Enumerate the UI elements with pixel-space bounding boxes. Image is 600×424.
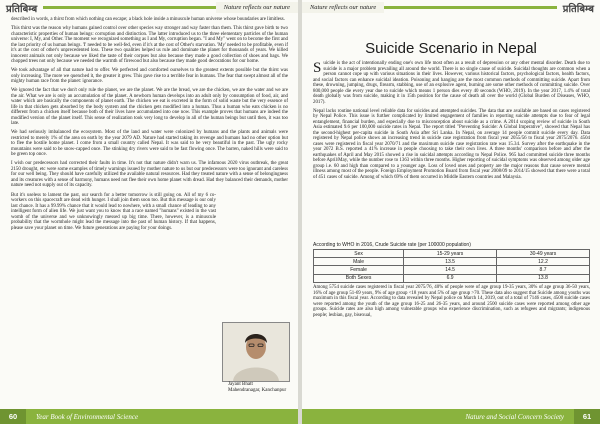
header-bar (384, 6, 557, 9)
footer-title: Nature and Social Concern Society (465, 412, 564, 421)
left-page-footer (0, 409, 298, 424)
paragraph: Among 5754 suicide cases registered in fiscal year 2075/76, 40% of people were of age group 19-35 years, 30% of age group 36-50 years, 16% of age group 51-69 years, 9% of age group <18 years and 5% of age group >70. These data also suggest that Suicide among youths was maximum in this fiscal year. According to data revealed by Nepal police on March 14, 2019, out of a total of 7146 cases, 4500 suicide cases were reported among the youth of the age group 16-25 and 26-35 years, and around 2500 suicide cases were reported among other age groups. Suicide rates are also high among vulnerable groups who experience discrimination, such as refugees and migrants; indigenous people; lesbian, gay, bisexual, (313, 285, 590, 318)
left-article-body (11, 17, 288, 235)
header-logo: प्रतिबिम्ब (0, 1, 43, 15)
header-bar (43, 6, 216, 9)
right-page-footer (302, 409, 600, 424)
paragraph: described in words, a thirst from which nothing can escape; a black hole inside a minuscule human universe whose boundaries are limitless. (11, 17, 285, 22)
footer-title: Year Book of Environmental Science (36, 412, 139, 421)
table-header: 30-49 years (497, 250, 590, 258)
page-number: 61 (574, 409, 600, 424)
author-place: Mahendranagar, Kanchanpur (228, 388, 287, 393)
author-credit (228, 382, 286, 394)
table-cell: Female (314, 266, 404, 274)
table-row (314, 258, 590, 266)
table-cell: 13.5 (404, 258, 497, 266)
header-tagline: Nature reflects our nature (216, 2, 298, 13)
table-cell: 6.9 (404, 274, 497, 282)
table-row (314, 274, 590, 282)
header-logo: प्रतिबिम्ब (557, 1, 600, 15)
left-page-header (0, 0, 298, 15)
table-header-row (314, 250, 590, 258)
table-cell: Male (314, 258, 404, 266)
table-cell: 12.2 (497, 258, 590, 266)
right-page (302, 0, 600, 424)
author-name: Jayant Bhatt (228, 382, 253, 387)
drop-cap: S (313, 60, 322, 76)
table-header: Sex (314, 250, 404, 258)
suicide-rate-table (313, 249, 590, 283)
table-caption: According to WHO in 2016, Crude Suicide rate (per 100000 population) (313, 242, 471, 248)
left-page (0, 0, 298, 424)
right-article-continued (313, 285, 590, 322)
article-title: Suicide Scenario in Nepal (365, 40, 537, 57)
paragraph (313, 61, 590, 105)
header-tagline: Nature reflects our nature (302, 2, 384, 13)
right-page-header (302, 0, 600, 15)
page-number: 60 (0, 409, 26, 424)
table-cell: 8.7 (497, 266, 590, 274)
paragraph: But it's useless to lament the past, our search for a better tomorrow is still going on. All of my 6 co-workers on this spacecraft are dead with hunger. I shall join them soon too. But this message is our only last chance. It has a 99.99% chance that it would lead to nowhere, with a small chance of leading to any intelligent form of alien life. We just want you to know that a race named "humans" existed in the vast womb of the universe and we unknowingly messed up big time. There, however, is a minuscule probability that the wormhole might lead the message into the past of human history. If that happens, please save your planet on time. We future generations are paying for your doings. (11, 192, 216, 231)
table-row (314, 266, 590, 274)
table-cell: Both Sexes (314, 274, 404, 282)
intro-text: uicide is the act of intentionally ending one's own life most often as a result of depression or any other mental disorder. Death due to suicide is a major problem prevailing all around the world. There is no single cause of suicide. Suicidal thoughts are common when a person cannot cope up with various situations in their lives. However, various historical factors, psychological factors, health factors, and social factors can enhance suicidal ideation. Poisoning and hanging are the most common methods of committing suicide. Apart from these, drowning, jumping, drugs, firearm, stabbing, use of an explosive agent, burning are some other methods of committing suicide. Over 800,000 people die every year due to suicide which means 1 person dies every 40 seconds (WHO, 2019). In the year 2017, 1.4% of total death globally was from suicide, making it in 15th position for the cause of death all over the world (Global Burden of Diseases, WHO, 2017). (313, 61, 590, 105)
table-cell: 14.5 (404, 266, 497, 274)
author-photo-frame (222, 322, 290, 382)
author-photo (223, 323, 289, 381)
table-cell: 13.8 (497, 274, 590, 282)
table-header: 15-29 years (404, 250, 497, 258)
paragraph: I wish our predecessors had corrected their faults in time. It's not that nature didn't warn us. The infamous 2020 virus outbreak, the great 2150 drought, etc were some examples of timely warnings issued by mother nature to us but our predecessors were too ignorant and careless for our well being. They should have carefully utilized the available natural resources. Had they treated nature with a sense of belongingness and its creatures with a sense of harmony, humans need not flee their own home planet with dread. Had they balanced their demands, mother nature need not supply out of its capacity. (11, 161, 288, 189)
paragraph: We took advantage of all that nature had to offer. We perfected and comforted ourselves to the greatest extents possible but the thirst was only increasing. The more we quenched it, the greater it grew. This gave rise to a terrible fear in humans. The fear that swept almost all of the mighty human race from the planet: ignorance. (11, 68, 288, 85)
paragraph: We had seriously imbalanced the ecosystem. Most of the land and water were colonized by humans and the plants and animals were restricted to merely 1% of the area on earth by the year 2079 AD. Nature had started taking its revenge and humans had no other option but to flee the hostile home planet. I come from a small country called Nepal. It was said to be very beautiful in the past. The ugly rocky mountains were said to be snow-capped once. The stinking dry rivers were said to be fast flowing once. The barren, naked hills were said to be green top once. (11, 130, 288, 158)
paragraph: This thirst was the reason why humans gained control over other species way stronger and way faster than them. This thirst gave birth to two characteristic properties of human beings: corruption and distinction. The latter introduced us to the three elementary particles of the human universe: I, My, and Other. The moment we recognized something as I and My, corruption began. "I and My" went on to become the first and the last priority of us human beings. 'I' needed to be well-fed, even if it's at the cost of Other's starvation. 'My' needed to be profitable, even if it's at the cost of other's unprecedented loss. These two qualities helped us rule and dominate the planet for thousands of years. We killed innocent animals not only because we liked the taste of their corpses but also because they made a good collection of shoes and bags. We chopped trees not only because we needed the warmth of firewood but also because they made good decorations for our home. (11, 26, 288, 65)
right-article-body (313, 61, 590, 184)
paragraph: Nepal lacks routine national level reliable data for suicides and attempted suicides. The data that are available are based on cases registered by Nepal Police. This issue is further complicated by limited engagement of families in reporting suicide attempts due to fear of legal entanglement, financial burden, and especially due to misconception about suicide as a crime. A 2014 scoping review of suicide in South Asia estimated 9.6 per 100,000 suicide rates in Nepal. The report titled "Preventing Suicide: A Global Imperative", showed that Nepal has the second-highest per-capita suicide in South Asia after Sri Lanka. In Nepal, on average 14 people commit suicide every day. Data registered by Nepal police shows an increasing trend in suicide case registration from fiscal year 2055/56 to fiscal year 2075/2076. 4504 cases were registered in fiscal year 2070/71 and the maximum suicide case registration rate was 15.34. Survey after the earthquake in the year 2072 B.S. reported a 41% increase in people choosing to take their own lives. A three months' comparison before and after the earthquakes of April and May 2015 showed a rise in suicidal attempts according to Nepal Police. 965 had committed suicide three months before April/May, while the number rose to 1363 within three months. Higher reporting of suicidal symptoms was observed among older age group i.e. 60 and high than compared to a younger age. Loss of loved ones and property are the major reasons that cause severe mental illness among most of the people. Foreign Employment Promotion Board from fiscal year 2008/09 to 2014/15 showed that there were a total of 451 cases of suicide. Among of which 69% of them occurred in Middle Eastern countries and Malaysia. (313, 108, 590, 180)
paragraph: We ignored the fact that we don't only rule the planet, we are the planet. We are the bread, we are the chicken, we are the water and we are the air. What we are is only an accumulation of the planet. A newborn human develops into an adult only by consumption of food, air, and water which are basically the components of planet earth. The chicken we eat is excreted in the form of solid waste but the very essence of life in that chicken gets absorbed by the body system and the chicken gets modified into a human. Thus a human who eats chicken is no different from a chicken itself because both of their lives have accumulated into one now. This example proves that humans are indeed the modified version of the planet itself. This sense of realization took very long to develop in all of the human beings but until then, it was too late. (11, 88, 288, 127)
